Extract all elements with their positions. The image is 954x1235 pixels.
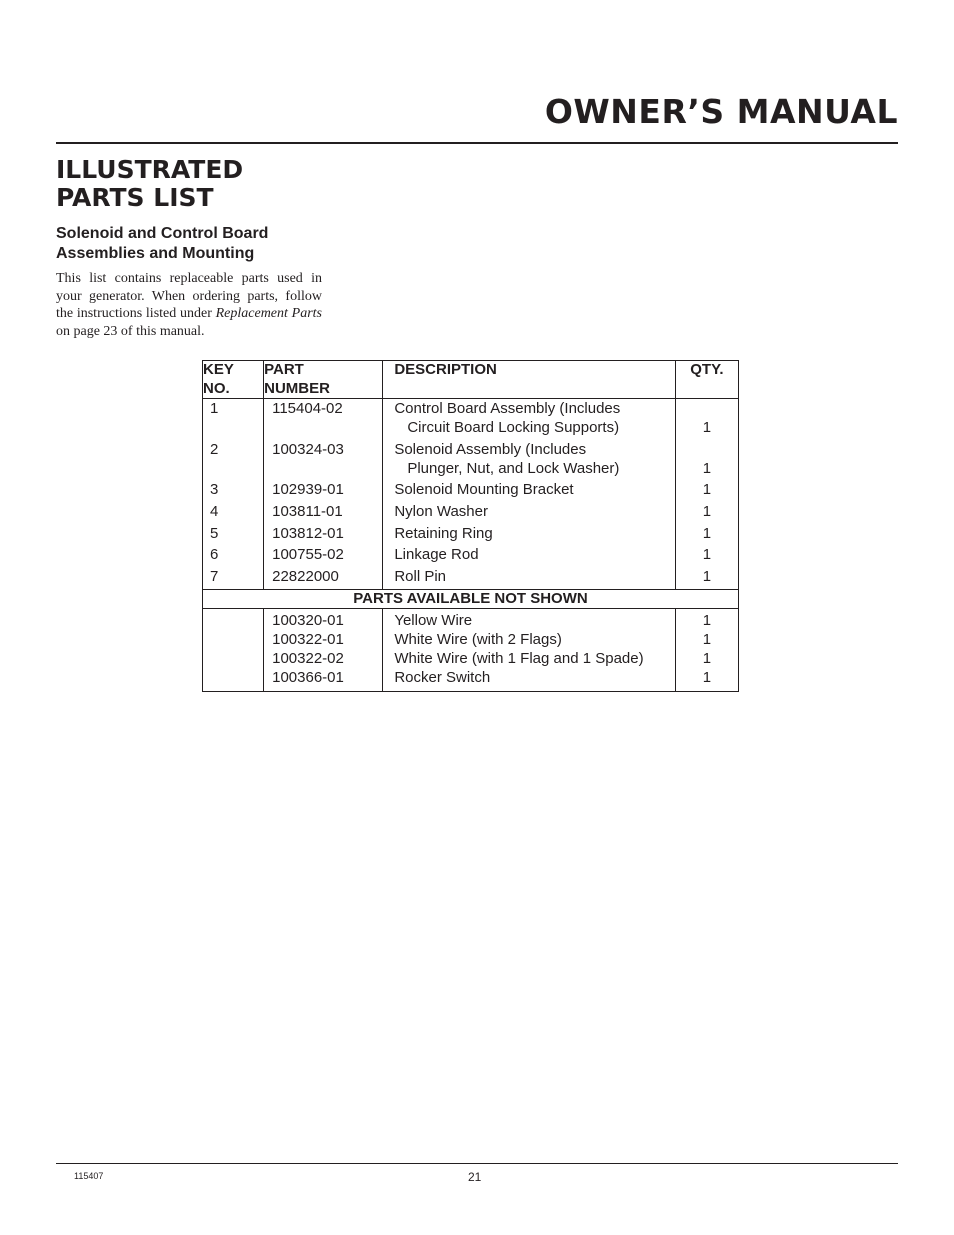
qty-value: 1 <box>702 649 712 667</box>
key-cell <box>203 609 264 692</box>
part-number: 100366-01 <box>272 668 344 686</box>
section-title-line-2: PARTS LIST <box>56 183 214 212</box>
part-number-cell: 22822000 <box>264 567 383 589</box>
qty-cell: 1 <box>675 524 738 546</box>
part-number-cell: 103812-01 <box>264 524 383 546</box>
not-shown-heading: PARTS AVAILABLE NOT SHOWN <box>203 589 739 609</box>
part-number: 100322-02 <box>272 649 344 667</box>
table-header-row <box>203 361 739 399</box>
header-qty: QTY. <box>675 361 738 399</box>
description-cell <box>383 440 676 480</box>
footer-rule <box>56 1163 898 1164</box>
qty-cell: 1 <box>675 545 738 567</box>
intro-emphasis: Replacement Parts <box>215 306 322 321</box>
description: White Wire (with 2 Flags) <box>394 631 562 649</box>
description-line-2: Plunger, Nut, and Lock Washer) <box>407 459 620 477</box>
description: Rocker Switch <box>394 668 491 686</box>
table-row <box>203 502 739 524</box>
not-shown-row <box>203 609 739 692</box>
description-line-1: Solenoid Assembly (Includes <box>394 440 587 458</box>
header-rule <box>56 142 898 144</box>
qty-value: 1 <box>702 459 712 477</box>
intro-text-after: on page 23 of this manual. <box>56 323 205 339</box>
part-number-cell: 102939-01 <box>264 480 383 502</box>
section-subtitle <box>56 224 336 264</box>
part-number-cell: 100324-03 <box>264 440 383 480</box>
table-row <box>203 524 739 546</box>
description-cell: Retaining Ring <box>383 524 676 546</box>
manual-title: OWNER’S MANUAL <box>544 92 898 131</box>
header-part-line-1: PART <box>264 361 304 378</box>
qty-cell: 1 <box>675 480 738 502</box>
qty-cell: 1 <box>675 502 738 524</box>
part-number-cell: 100755-02 <box>264 545 383 567</box>
header-key-line-1: KEY <box>203 361 234 378</box>
description-cell: Nylon Washer <box>383 502 676 524</box>
intro-paragraph <box>56 270 322 340</box>
description: White Wire (with 1 Flag and 1 Spade) <box>394 649 644 667</box>
document-code: 115407 <box>74 1171 104 1181</box>
key-cell: 4 <box>203 502 264 524</box>
not-shown-heading-row <box>203 589 739 609</box>
qty-value: 1 <box>702 631 712 649</box>
qty-value: 1 <box>702 612 712 630</box>
key-cell: 5 <box>203 524 264 546</box>
qty-cell: 1 <box>675 567 738 589</box>
parts-table <box>202 360 739 692</box>
description-cell <box>383 399 676 440</box>
description: Yellow Wire <box>394 612 473 630</box>
description-cell <box>383 609 676 692</box>
part-number-cell: 115404-02 <box>264 399 383 440</box>
key-cell: 2 <box>203 440 264 480</box>
key-cell: 6 <box>203 545 264 567</box>
section-subtitle-line-1: Solenoid and Control Board <box>56 225 269 242</box>
qty-value: 1 <box>702 419 712 437</box>
qty-cell <box>675 440 738 480</box>
part-number: 100320-01 <box>272 612 344 630</box>
part-number-cell: 103811-01 <box>264 502 383 524</box>
key-cell: 1 <box>203 399 264 440</box>
table-row <box>203 567 739 589</box>
table-row <box>203 440 739 480</box>
header-key-line-2: NO. <box>203 379 230 397</box>
qty-value: 1 <box>702 668 712 686</box>
section-title <box>56 156 243 212</box>
key-cell: 7 <box>203 567 264 589</box>
page-number: 21 <box>468 1170 482 1184</box>
header-part-number <box>264 361 383 399</box>
header-key-no <box>203 361 264 399</box>
table-row <box>203 545 739 567</box>
table-row <box>203 480 739 502</box>
key-cell: 3 <box>203 480 264 502</box>
description-cell: Roll Pin <box>383 567 676 589</box>
description-cell: Solenoid Mounting Bracket <box>383 480 676 502</box>
intro-text-before: This list contains replaceable parts used in your generator. When ordering parts, follow the instructions listed under <box>56 271 322 321</box>
section-subtitle-line-2: Assemblies and Mounting <box>56 245 255 262</box>
description-line-1: Control Board Assembly (Includes <box>394 400 621 418</box>
section-title-line-1: ILLUSTRATED <box>56 155 244 184</box>
description-cell: Linkage Rod <box>383 545 676 567</box>
table-row <box>203 399 739 440</box>
header-description: DESCRIPTION <box>383 361 676 399</box>
description-line-2: Circuit Board Locking Supports) <box>407 419 620 437</box>
part-number: 100322-01 <box>272 631 344 649</box>
qty-cell <box>675 399 738 440</box>
qty-cell <box>675 609 738 692</box>
header-part-line-2: NUMBER <box>264 379 330 397</box>
part-number-cell <box>264 609 383 692</box>
